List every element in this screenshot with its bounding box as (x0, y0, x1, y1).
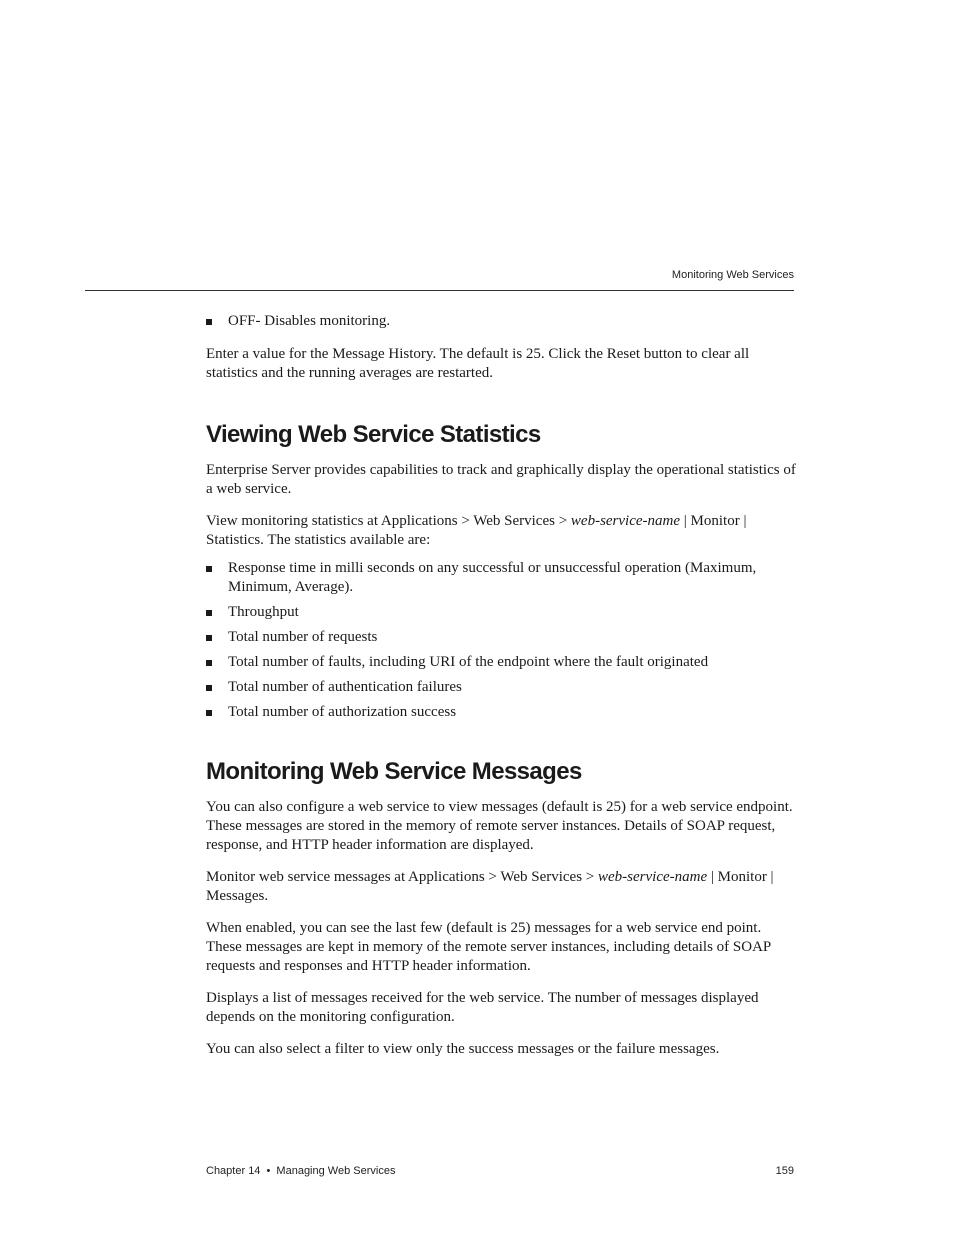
message-history-paragraph: Enter a value for the Message History. The default is 25. Click the Reset button to clear all statistics and the running averages are restarted. (206, 346, 750, 381)
list-item: Throughput (206, 603, 796, 622)
messages-paragraph-3: When enabled, you can see the last few (default is 25) messages for a web service end point. These messages are kept in memory of the remote server instances, including details of SOAP requests and responses and HTTP header information. (206, 920, 771, 974)
list-item: Total number of authentication failures (206, 678, 796, 697)
bullet-icon (206, 710, 212, 716)
statistics-intro: Enterprise Server provides capabilities to track and graphically display the operational statistics of a web service. (206, 462, 796, 497)
top-bullet-list (206, 312, 796, 331)
bullet-icon (206, 635, 212, 641)
statistics-heading: Viewing Web Service Statistics (206, 421, 541, 448)
messages-paragraph-4: Displays a list of messages received for the web service. The number of messages displayed depends on the monitoring configuration. (206, 990, 759, 1025)
messages-heading: Monitoring Web Service Messages (206, 758, 582, 785)
list-item: Total number of faults, including URI of the endpoint where the fault originated (206, 653, 796, 672)
bullet-icon (206, 660, 212, 666)
statistics-list (206, 559, 796, 722)
header-rule (85, 290, 794, 291)
list-item: OFF- Disables monitoring. (206, 312, 796, 331)
list-item: Total number of authorization success (206, 703, 796, 722)
list-item: Total number of requests (206, 628, 796, 647)
footer-chapter-title: Managing Web Services (276, 1165, 396, 1177)
bullet-icon (206, 685, 212, 691)
bullet-icon (206, 566, 212, 572)
running-header: Monitoring Web Services (671, 269, 794, 281)
page-number: 159 (775, 1165, 794, 1177)
bullet-icon (206, 319, 212, 325)
messages-path-paragraph: Monitor web service messages at Applications > Web Services > web-service-name | Monitor | Messages. (206, 869, 774, 904)
messages-paragraph-5: You can also select a filter to view only the success messages or the failure messages. (206, 1041, 720, 1057)
footer-chapter-number: Chapter 14 (206, 1165, 261, 1177)
page-content (206, 312, 796, 1059)
list-item: Response time in milli seconds on any successful or unsuccessful operation (Maximum, Minimum, Average). (206, 559, 796, 597)
web-service-name-placeholder: web-service-name (598, 869, 708, 885)
bullet-icon (206, 610, 212, 616)
statistics-path-paragraph: View monitoring statistics at Applications > Web Services > web-service-name | Monitor | Statistics. The statistics available are: (206, 513, 747, 548)
web-service-name-placeholder: web-service-name (570, 513, 681, 529)
footer-chapter (206, 1165, 395, 1177)
messages-paragraph-1: You can also configure a web service to view messages (default is 25) for a web service endpoint. These messages are stored in the memory of remote server instances. Details of SOAP request, response, and HTTP header information are displayed. (206, 799, 793, 853)
footer-separator: • (266, 1165, 271, 1177)
